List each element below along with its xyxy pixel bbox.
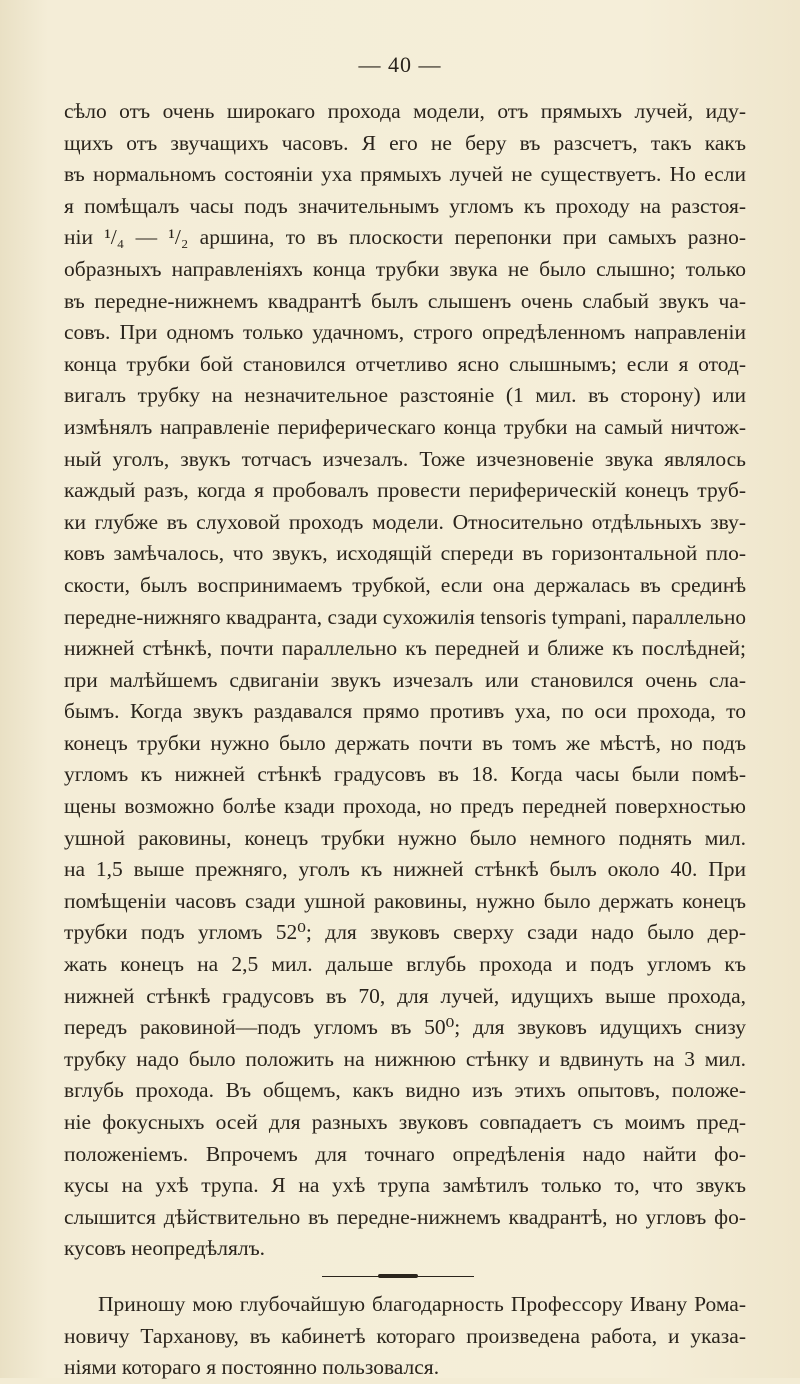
paragraph-acknowledgement	[64, 1289, 746, 1384]
text-line: ніи ¹/₄ — ¹/₂ аршина, то въ плоскости перепонки при самыхъ разно-	[64, 225, 746, 250]
text-line: щены возможно болѣе кзади прохода, но предъ передней поверхностью	[64, 794, 746, 819]
text-line: слышится дѣйствительно въ передне-нижнемъ квадрантѣ, но угловъ фо-	[64, 1204, 746, 1229]
text-line: помѣщеніи часовъ сзади ушной раковины, нужно было держать конецъ	[64, 888, 746, 913]
text-line: въ передне-нижнемъ квадрантѣ былъ слышенъ очень слабый звукъ ча-	[64, 288, 746, 313]
page-number: — 40 —	[358, 52, 442, 77]
text-line: Приношу мою глубочайшую благодарность Профессору Ивану Рома-	[98, 1291, 746, 1316]
text-line: скости, былъ воспринимаемъ трубкой, если она держалась въ срединѣ	[64, 572, 746, 597]
text-line: ніе фокусныхъ осей для разныхъ звуковъ совпадаетъ съ моимъ пред-	[64, 1110, 746, 1134]
text-line: жать конецъ на 2,5 мил. дальше вглубь прохода и подъ угломъ къ	[64, 952, 746, 977]
body-text	[64, 96, 746, 1384]
text-line: ушной раковины, конецъ трубки нужно было немного поднять мил.	[64, 825, 746, 850]
section-separator	[64, 1265, 746, 1289]
separator-rule	[322, 1276, 474, 1277]
text-line: кусы на ухѣ трупа. Я на ухѣ трупа замѣтилъ только то, что звукъ	[64, 1173, 746, 1198]
text-line: каждый разъ, когда я пробовалъ провести периферическій конецъ труб-	[64, 478, 746, 503]
text-line: при малѣйшемъ сдвиганіи звукъ изчезалъ или становился очень сла-	[64, 667, 746, 692]
text-line: нижней стѣнкѣ градусовъ въ 70, для лучей, идущихъ выше прохода,	[64, 983, 746, 1008]
text-line: кусовъ неопредѣлялъ.	[64, 1236, 266, 1261]
text-line: передне-нижняго квадранта, сзади сухожилія tensoris tympani, параллельно	[64, 604, 746, 629]
text-line: ки глубже въ слуховой проходъ модели. Относительно отдѣльныхъ зву-	[64, 509, 746, 534]
text-line: сѣло отъ очень широкаго прохода модели, отъ прямыхъ лучей, иду-	[64, 99, 746, 123]
text-line: въ нормальномъ состояніи уха прямыхъ лучей не существуетъ. Но если	[64, 162, 746, 187]
text-line: ный уголъ, звукъ тотчасъ изчезалъ. Тоже изчезновеніе звука являлось	[64, 446, 746, 471]
text-line: вигалъ трубку на незначительное разстояніе (1 мил. въ сторону) или	[64, 383, 746, 408]
text-line: щихъ отъ звучащихъ часовъ. Я его не беру въ разсчетъ, такъ какъ	[64, 130, 746, 155]
text-line: конецъ трубки нужно было держать почти въ томъ же мѣстѣ, но подъ	[64, 730, 746, 755]
text-line: совъ. При одномъ только удачномъ, строго опредѣленномъ направленіи	[64, 320, 746, 345]
text-line: на 1,5 выше прежняго, уголъ къ нижней стѣнкѣ былъ около 40. При	[64, 857, 746, 882]
text-line: новичу Тарханову, въ кабинетѣ котораго произведена работа, и указа-	[64, 1323, 746, 1348]
text-line: нижней стѣнкѣ, почти параллельно къ передней и ближе къ послѣдней;	[64, 636, 746, 661]
text-line: я помѣщалъ часы подъ значительнымъ угломъ къ проходу на разстоя-	[64, 193, 746, 218]
text-line: бымъ. Когда звукъ раздавался прямо противъ уха, по оси прохода, то	[64, 699, 746, 724]
text-line: ніями котораго я постоянно пользовался.	[64, 1355, 440, 1380]
text-line: угломъ къ нижней стѣнкѣ градусовъ въ 18. Когда часы были помѣ-	[64, 762, 746, 787]
text-line: трубки подъ угломъ 52⁰; для звуковъ сверху сзади надо было дер-	[64, 920, 746, 945]
text-line: вглубь прохода. Въ общемъ, какъ видно изъ этихъ опытовъ, положе-	[64, 1078, 746, 1103]
text-line: передъ раковиной—подъ угломъ въ 50⁰; для звуковъ идущихъ снизу	[64, 1015, 746, 1040]
text-line: конца трубки бой становился отчетливо ясно слышнымъ; если я отод-	[64, 351, 746, 376]
text-line: трубку надо было положить на нижнюю стѣнку и вдвинуть на 3 мил.	[64, 1046, 746, 1071]
paragraph-main	[64, 96, 746, 1265]
text-line: измѣнялъ направленіе периферическаго конца трубки на самый ничтож-	[64, 414, 746, 439]
text-line: положеніемъ. Впрочемъ для точнаго опредѣленія надо найти фо-	[64, 1141, 746, 1166]
text-line: ковъ замѣчалось, что звукъ, исходящій спереди въ горизонтальной пло-	[64, 541, 746, 566]
text-line: образныхъ направленіяхъ конца трубки звука не было слышно; только	[64, 256, 746, 281]
